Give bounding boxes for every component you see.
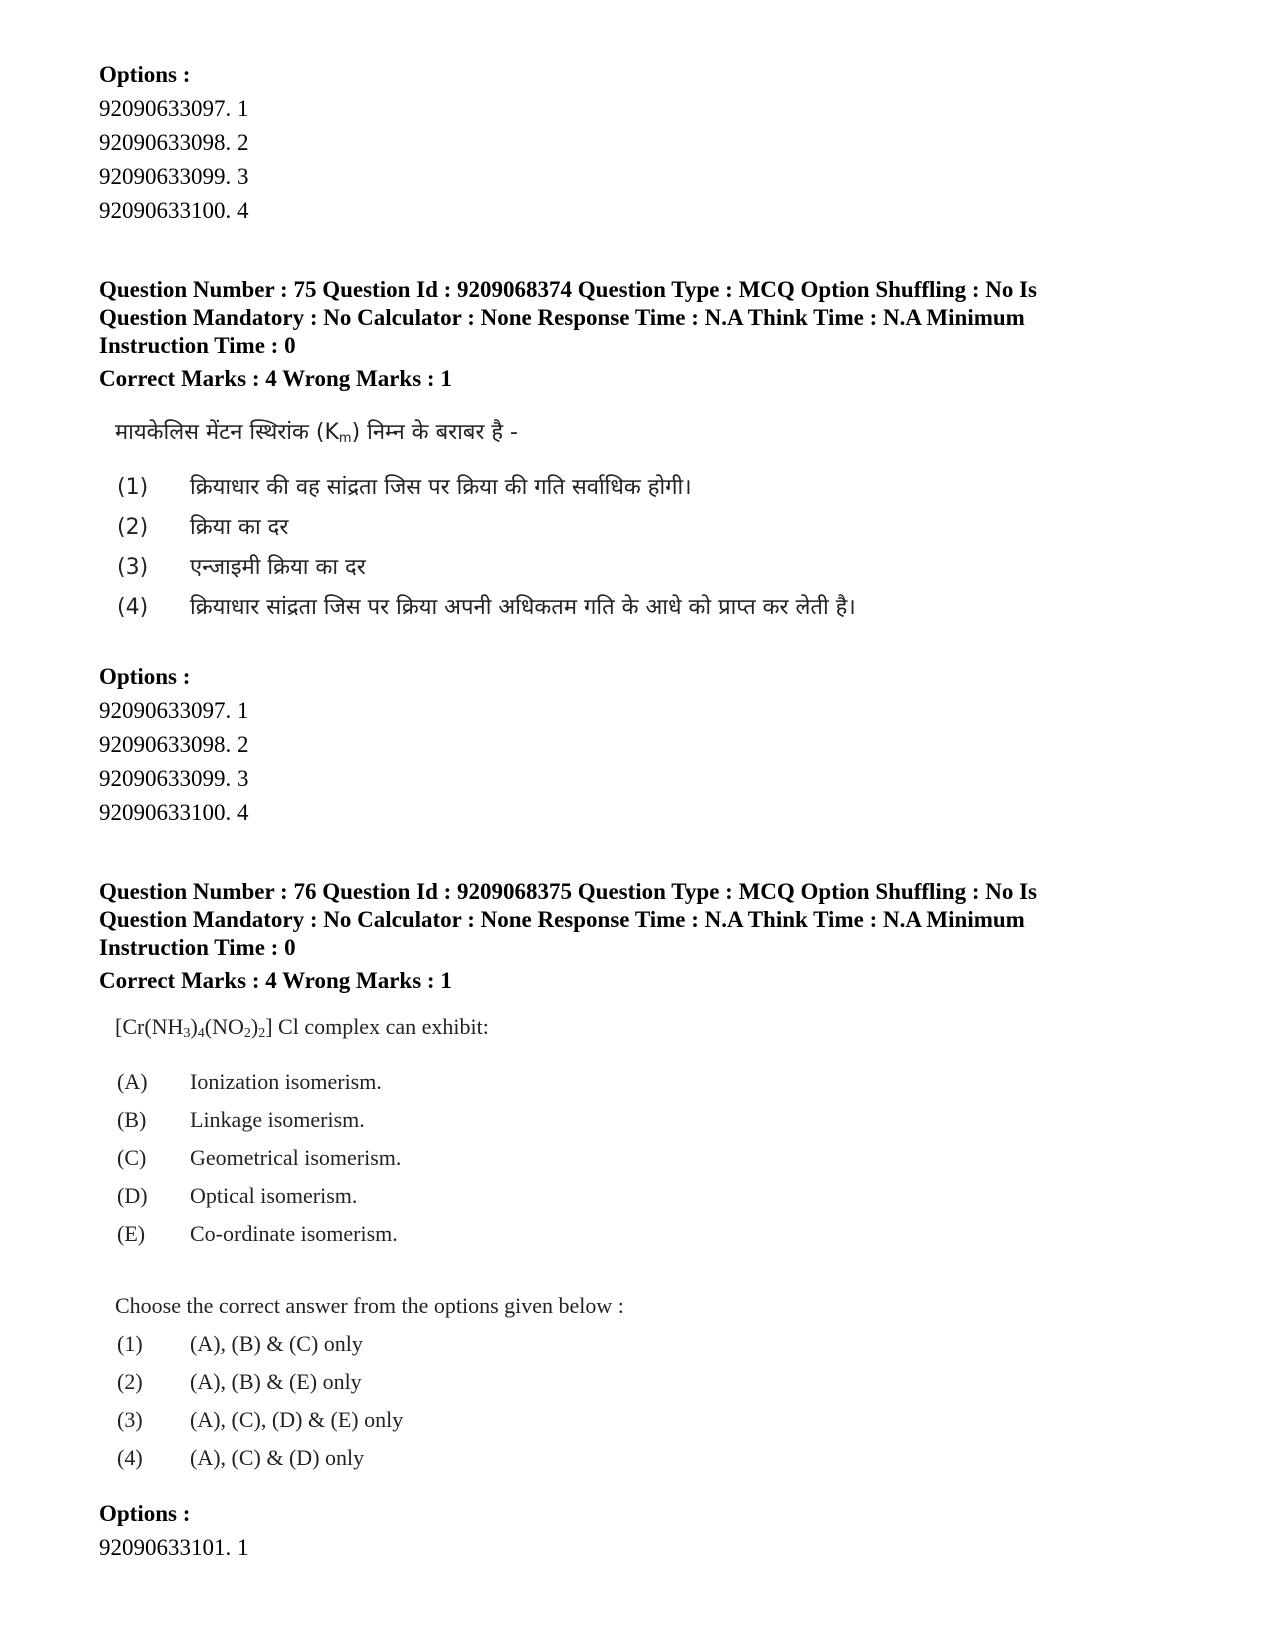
q75-choice [115, 468, 692, 508]
q76-statement [115, 1101, 624, 1139]
q76-stem-subscript: 3 [183, 1026, 191, 1041]
q75-choice [115, 548, 518, 588]
q75-choice [115, 588, 856, 628]
option-line: 92090633097. 1 [99, 698, 249, 723]
q76-statement-text: Co-ordinate isomerism. [190, 1221, 398, 1246]
q75-choice-number: (3) [117, 555, 149, 580]
options-title: Options : [99, 1501, 191, 1526]
option-line: 92090633101. 1 [99, 1535, 249, 1560]
q75-choice-number: (2) [117, 515, 149, 540]
q76-statement-label: (A) [117, 1069, 148, 1094]
q76-statement-text: Geometrical isomerism. [190, 1145, 402, 1170]
q76-choice [115, 1401, 624, 1439]
q75-choice [115, 508, 518, 548]
q76-stem-subscript: 2 [258, 1026, 266, 1041]
q75-choice-text: क्रियाधार की वह सांद्रता जिस पर क्रिया की गति सर्वाधिक होगी। [190, 475, 692, 500]
q75-marks: Correct Marks : 4 Wrong Marks : 1 [99, 366, 452, 391]
q76-stem-part: (NO [204, 1014, 244, 1039]
q75-stem-subscript: m [338, 431, 352, 446]
top-options-block [99, 58, 249, 228]
q75-choice-text: एन्जाइमी क्रिया का दर [190, 555, 366, 580]
q76-statement [115, 1139, 624, 1177]
q75-choice-number: (1) [117, 475, 149, 500]
q75-header [99, 276, 1199, 360]
q76-question-image [115, 1012, 624, 1477]
q76-statement [115, 1215, 624, 1253]
options-title: Options : [99, 62, 191, 87]
q76-statement-text: Optical isomerism. [190, 1183, 358, 1208]
q76-choice [115, 1363, 624, 1401]
q75-stem-suffix: ) निम्न के बराबर है - [351, 420, 518, 445]
q76-choice-number: (1) [117, 1331, 143, 1356]
q76-marks: Correct Marks : 4 Wrong Marks : 1 [99, 968, 452, 993]
option-line: 92090633100. 4 [99, 800, 249, 825]
option-line: 92090633098. 2 [99, 732, 249, 757]
q76-options-block [99, 1497, 249, 1565]
q76-choice-text: (A), (C) & (D) only [190, 1445, 365, 1470]
q75-choice-number: (4) [117, 595, 149, 620]
q76-choice-number: (3) [117, 1407, 143, 1432]
q76-meta-line: Instruction Time : 0 [99, 935, 296, 960]
q76-statement [115, 1063, 624, 1101]
q75-choice-text: क्रियाधार सांद्रता जिस पर क्रिया अपनी अधिकतम गति के आधे को प्राप्त कर लेती है। [190, 595, 856, 620]
q76-stem-part: ] Cl complex can exhibit: [265, 1014, 489, 1039]
q76-statement-label: (E) [117, 1221, 146, 1246]
q76-statement-text: Linkage isomerism. [190, 1107, 365, 1132]
q75-meta-line: Question Number : 75 Question Id : 9209068374 Question Type : MCQ Option Shuffling : No Is [99, 277, 1038, 302]
q76-choice [115, 1439, 624, 1477]
option-line: 92090633098. 2 [99, 130, 249, 155]
q76-choice [115, 1325, 624, 1363]
option-line: 92090633099. 3 [99, 766, 249, 791]
q76-instruction: Choose the correct answer from the options given below : [115, 1293, 624, 1318]
option-line: 92090633097. 1 [99, 96, 249, 121]
q76-stem-part: ) [190, 1014, 198, 1039]
q76-choice-text: (A), (B) & (C) only [190, 1331, 363, 1356]
q75-meta-line: Question Mandatory : No Calculator : None Response Time : N.A Think Time : N.A Minimum [99, 305, 1025, 330]
q76-stem-part: [Cr(NH [115, 1014, 184, 1039]
q76-stem-subscript: 2 [243, 1026, 251, 1041]
q76-choice-number: (2) [117, 1369, 143, 1394]
q75-options-block [99, 660, 249, 830]
q76-stem [115, 1012, 624, 1049]
options-title: Options : [99, 664, 191, 689]
q76-choice-number: (4) [117, 1445, 143, 1470]
option-line: 92090633100. 4 [99, 198, 249, 223]
q76-statement-text: Ionization isomerism. [190, 1069, 382, 1094]
q75-question-image [115, 418, 856, 628]
q76-meta-line: Question Number : 76 Question Id : 9209068375 Question Type : MCQ Option Shuffling : No Is [99, 879, 1038, 904]
q75-stem-prefix: मायकेलिस मेंटन स्थिरांक (K [115, 420, 339, 445]
q76-stem-part: ) [250, 1014, 259, 1039]
q76-choice-text: (A), (C), (D) & (E) only [190, 1407, 404, 1432]
q75-stem [115, 418, 518, 454]
q76-statement-label: (D) [117, 1183, 148, 1208]
q76-header [99, 878, 1199, 962]
q76-statement-label: (C) [117, 1145, 147, 1170]
q76-choice-text: (A), (B) & (E) only [190, 1369, 362, 1394]
q76-statement [115, 1177, 624, 1215]
q76-meta-line: Question Mandatory : No Calculator : None Response Time : N.A Think Time : N.A Minimum [99, 907, 1025, 932]
q76-statement-label: (B) [117, 1107, 147, 1132]
q75-choice-text: क्रिया का दर [190, 515, 289, 540]
option-line: 92090633099. 3 [99, 164, 249, 189]
q75-meta-line: Instruction Time : 0 [99, 333, 296, 358]
q76-stem-subscript: 4 [197, 1026, 205, 1041]
